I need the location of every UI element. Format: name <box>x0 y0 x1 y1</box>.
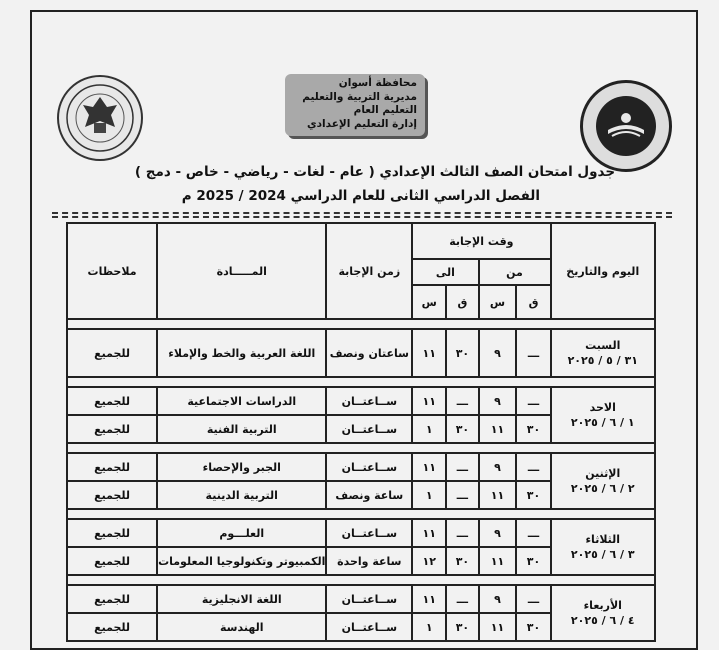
duration: ســاعتــان <box>326 387 412 415</box>
education-logo-icon <box>580 80 672 172</box>
authority-line: التعليم العام <box>353 104 417 116</box>
from-q: ٣٠ <box>516 547 550 575</box>
day-name: الاحد <box>589 401 616 414</box>
day-cell <box>551 453 655 509</box>
from-s: ١١ <box>479 547 517 575</box>
subject: الدراسات الاجتماعية <box>157 387 326 415</box>
from-q: ـــ <box>516 519 550 547</box>
to-q: ـــ <box>446 387 478 415</box>
to-q: ٣٠ <box>446 613 478 641</box>
authority-line: محافظة أسوان <box>338 77 417 89</box>
day-date: ٤ / ٦ / ٢٠٢٥ <box>570 614 635 627</box>
day-name: السبت <box>585 339 621 352</box>
from-s: ٩ <box>479 585 517 613</box>
from-s: ١١ <box>479 613 517 641</box>
subject: اللغة العربية والخط والإملاء <box>157 329 326 377</box>
day-cell <box>551 519 655 575</box>
day-name: الإثنين <box>585 467 621 480</box>
divider <box>52 212 672 214</box>
to-q: ٣٠ <box>446 329 478 377</box>
day-date: ٢ / ٦ / ٢٠٢٥ <box>570 482 635 495</box>
from-q: ـــ <box>516 329 550 377</box>
document-header <box>0 0 719 215</box>
divider <box>52 216 672 218</box>
to-q: ـــ <box>446 519 478 547</box>
notes: للجميع <box>67 585 157 613</box>
from-q: ٣٠ <box>516 613 550 641</box>
to-q: ـــ <box>446 585 478 613</box>
from-q: ٣٠ <box>516 481 550 509</box>
header-to: الى <box>412 259 478 285</box>
to-q: ـــ <box>446 481 478 509</box>
duration: ســاعتــان <box>326 519 412 547</box>
to-s: ١ <box>412 481 446 509</box>
authority-line: إدارة التعليم الإعدادي <box>307 117 417 130</box>
subject: الهندسة <box>157 613 326 641</box>
duration: ســاعتــان <box>326 585 412 613</box>
duration: ســاعتــان <box>326 453 412 481</box>
subject: التربية الدينية <box>157 481 326 509</box>
notes: للجميع <box>67 387 157 415</box>
ministry-logo-icon <box>57 75 143 161</box>
header-from: من <box>479 259 551 285</box>
exam-schedule-table <box>66 222 656 642</box>
notes: للجميع <box>67 453 157 481</box>
table-row <box>67 519 655 547</box>
authority-box <box>285 74 425 136</box>
from-s: ١١ <box>479 415 517 443</box>
header-day-date: اليوم والتاريخ <box>551 223 655 319</box>
day-cell <box>551 329 655 377</box>
table-row <box>67 585 655 613</box>
to-s: ١٢ <box>412 547 446 575</box>
duration: ساعة ونصف <box>326 481 412 509</box>
notes: للجميع <box>67 519 157 547</box>
duration: ساعتان ونصف <box>326 329 412 377</box>
to-s: ١١ <box>412 519 446 547</box>
day-date: ٣١ / ٥ / ٢٠٢٥ <box>567 354 638 367</box>
subject: التربية الفنية <box>157 415 326 443</box>
from-s: ١١ <box>479 481 517 509</box>
day-name: الأربعاء <box>583 599 622 612</box>
subject: العلـــوم <box>157 519 326 547</box>
from-s: ٩ <box>479 387 517 415</box>
notes: للجميع <box>67 547 157 575</box>
header-duration: زمن الإجابة <box>326 223 412 319</box>
day-cell <box>551 585 655 641</box>
to-s: ١ <box>412 415 446 443</box>
notes: للجميع <box>67 415 157 443</box>
subject: الجبر والإحصاء <box>157 453 326 481</box>
day-date: ١ / ٦ / ٢٠٢٥ <box>570 416 635 429</box>
header-notes: ملاحظات <box>67 223 157 319</box>
duration: ساعة واحدة <box>326 547 412 575</box>
authority-line: مديرية التربية والتعليم <box>302 90 417 103</box>
table-row <box>67 453 655 481</box>
to-s: ١١ <box>412 585 446 613</box>
to-q: ـــ <box>446 453 478 481</box>
notes: للجميع <box>67 329 157 377</box>
page-subtitle: الفصل الدراسي الثانى للعام الدراسي 2024 / 2025 م <box>181 188 540 204</box>
header-subject: المـــــادة <box>157 223 326 319</box>
duration: ســاعتــان <box>326 613 412 641</box>
day-cell <box>551 387 655 443</box>
from-s: ٩ <box>479 519 517 547</box>
to-s: ١١ <box>412 387 446 415</box>
table-row <box>67 387 655 415</box>
header-q: ق <box>516 285 550 319</box>
from-s: ٩ <box>479 453 517 481</box>
to-q: ٣٠ <box>446 547 478 575</box>
table-row <box>67 329 655 377</box>
duration: ســاعتــان <box>326 415 412 443</box>
day-date: ٣ / ٦ / ٢٠٢٥ <box>570 548 635 561</box>
subject: اللغة الانجليزية <box>157 585 326 613</box>
from-s: ٩ <box>479 329 517 377</box>
from-q: ـــ <box>516 585 550 613</box>
notes: للجميع <box>67 613 157 641</box>
to-s: ١١ <box>412 329 446 377</box>
header-s: س <box>412 285 446 319</box>
to-s: ١ <box>412 613 446 641</box>
header-s: س <box>479 285 517 319</box>
from-q: ـــ <box>516 387 550 415</box>
from-q: ٣٠ <box>516 415 550 443</box>
page-title: جدول امتحان الصف الثالث الإعدادي ( عام - لغات - رياضي - خاص - دمج ) <box>134 164 616 180</box>
from-q: ـــ <box>516 453 550 481</box>
header-q: ق <box>446 285 478 319</box>
header-answer-time: وقت الإجابة <box>412 223 550 259</box>
subject: الكمبيوتر وتكنولوجيا المعلومات <box>157 547 326 575</box>
day-name: الثلاثاء <box>585 533 621 546</box>
to-q: ٣٠ <box>446 415 478 443</box>
notes: للجميع <box>67 481 157 509</box>
to-s: ١١ <box>412 453 446 481</box>
